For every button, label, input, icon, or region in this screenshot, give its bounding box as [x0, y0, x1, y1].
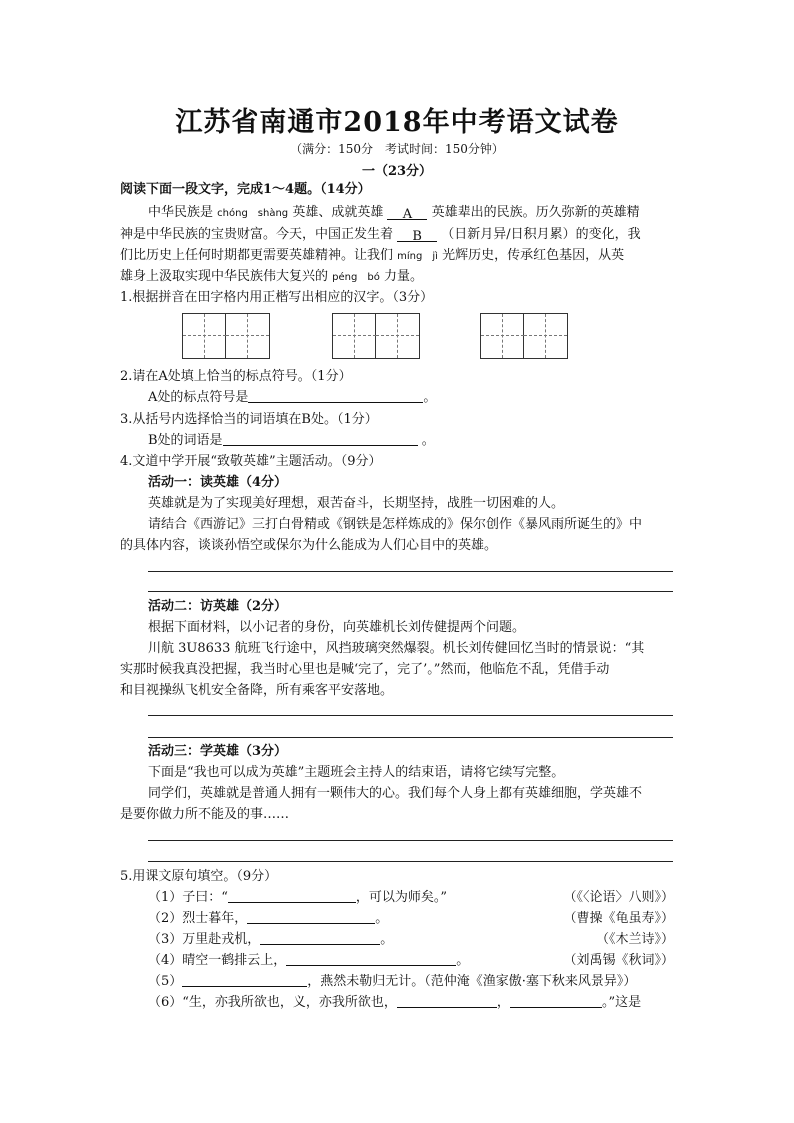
tianzige-group-3[interactable]: [480, 313, 568, 359]
answer-blank[interactable]: [248, 388, 423, 403]
pinyin-1: chóng shàng: [217, 208, 289, 219]
reading-line-4: 雄身上汲取实现中华民族伟大复兴的 péng bó 力量。: [120, 269, 423, 284]
blank-a[interactable]: A: [387, 205, 427, 220]
answer-blank[interactable]: [397, 993, 497, 1008]
tianzige-cell[interactable]: [524, 314, 567, 358]
source-4: （刘禹锡《秋词》）: [563, 953, 674, 968]
answer-line[interactable]: [148, 861, 673, 862]
tianzige-cell[interactable]: [226, 314, 269, 358]
fill-item-3: （3）万里赴戎机， 。: [148, 932, 394, 947]
activity-3-line-2: 同学们，英雄就是普通人拥有一颗伟大的心。我们每个人身上都有英雄细胞，学英雄不: [148, 786, 643, 801]
tianzige-group-2[interactable]: [332, 313, 420, 359]
activity-3-line-3: 是要你做力所不能及的事……: [120, 807, 290, 822]
activity-1-line-1: 英雄就是为了实现美好理想，艰苦奋斗，长期坚持，战胜一切困难的人。: [148, 496, 565, 511]
tianzige-group-1[interactable]: [182, 313, 270, 359]
answer-line[interactable]: [148, 571, 673, 572]
blank-b[interactable]: B: [397, 227, 437, 242]
page-title: 江苏省南通市2018年中考语文试卷: [175, 107, 619, 138]
reading-heading: 阅读下面一段文字，完成1～4题。（14分）: [120, 182, 371, 197]
question-4: 4.文道中学开展“致敬英雄”主题活动。（9分）: [120, 454, 382, 469]
activity-1-title: 活动一：读英雄（4分）: [148, 475, 288, 490]
pinyin-2: míng jì: [397, 251, 438, 262]
pinyin-3: péng bó: [332, 272, 380, 283]
activity-1-line-2: 请结合《西游记》三打白骨精或《钢铁是怎样炼成的》保尔创作《暴风雨所诞生的》中: [148, 517, 643, 532]
question-2: 2.请在A处填上恰当的标点符号。（1分）: [120, 369, 352, 384]
answer-blank[interactable]: [510, 993, 602, 1008]
fill-item-4: （4）晴空一鹤排云上， 。: [148, 953, 470, 968]
activity-3-line-1: 下面是“我也可以成为英雄”主题班会主持人的结束语，请将它续写完整。: [148, 765, 565, 780]
question-2-answer: A处的标点符号是 。: [148, 390, 437, 405]
tianzige-cell[interactable]: [183, 314, 226, 358]
activity-2-line-2: 川航 3U8633 航班飞行途中，风挡玻璃突然爆裂。机长刘传健回忆当时的情景说：“其: [148, 641, 645, 656]
tianzige-cell[interactable]: [376, 314, 419, 358]
answer-blank[interactable]: [182, 972, 307, 987]
question-1: 1.根据拼音在田字格内用正楷写出相应的汉字。（3分）: [120, 290, 434, 305]
question-5: 5.用课文原句填空。（9分）: [120, 869, 278, 884]
question-3: 3.从括号内选择恰当的词语填在B处。（1分）: [120, 412, 378, 427]
section-heading: 一（23分）: [361, 164, 433, 179]
source-2: （曹操《龟虽寿》）: [563, 911, 674, 926]
reading-line-2: 神是中华民族的宝贵财富。今天，中国正发生着 B （日新月异/日积月累）的变化，我: [120, 227, 641, 244]
question-3-answer: B处的词语是 。: [148, 433, 435, 448]
source-1: （《〈论语〉八则》）: [563, 890, 674, 905]
activity-2-line-4: 和目视操纵飞机安全备降，所有乘客平安落地。: [120, 683, 394, 698]
reading-line-3: 们比历史上任何时期都更需要英雄精神。让我们 míng jì 光辉历史，传承红色基因，从英: [120, 248, 625, 263]
tianzige-cell[interactable]: [333, 314, 376, 358]
exam-info: （满分：150分 考试时间：150分钟）: [290, 142, 504, 156]
fill-item-6: （6）“生，亦我所欲也，义，亦我所欲也， ， 。”这是: [148, 995, 642, 1010]
answer-line[interactable]: [148, 840, 673, 841]
source-3: （《木兰诗》）: [595, 932, 674, 947]
fill-item-2: （2）烈士暮年， 。: [148, 911, 389, 926]
activity-2-line-1: 根据下面材料，以小记者的身份，向英雄机长刘传健提两个问题。: [148, 620, 526, 635]
activity-2-title: 活动二：访英雄（2分）: [148, 599, 288, 614]
activity-1-line-3: 的具体内容，谈谈孙悟空或保尔为什么能成为人们心目中的英雄。: [120, 538, 498, 553]
answer-line[interactable]: [148, 737, 673, 738]
reading-line-1: 中华民族是 chóng shàng 英雄、成就英雄 A 英雄辈出的民族。历久弥新的英雄精: [148, 205, 640, 222]
activity-3-title: 活动三：学英雄（3分）: [148, 744, 288, 759]
fill-item-1: （1）子曰：“ ，可以为师矣。”: [148, 890, 448, 905]
answer-blank[interactable]: [223, 431, 418, 446]
fill-item-5: （5） ，燕然未勒归无计。（范仲淹《渔家傲·塞下秋来风景异》）: [148, 974, 637, 989]
answer-line[interactable]: [148, 591, 673, 592]
answer-line[interactable]: [148, 715, 673, 716]
tianzige-cell[interactable]: [481, 314, 524, 358]
activity-2-line-3: 实那时候我真没把握，我当时心里也是喊‘完了，完了’。”然而，他临危不乱，凭借手动: [120, 662, 610, 677]
